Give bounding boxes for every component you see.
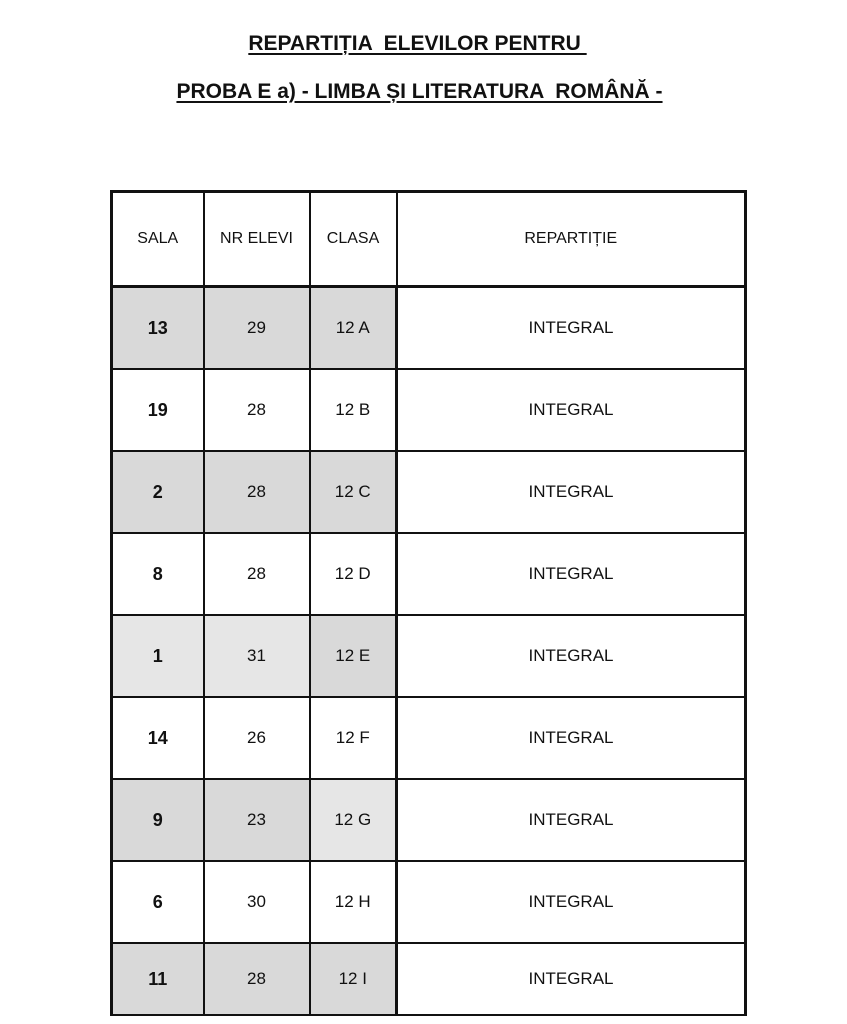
column-header-repartitie: REPARTIȚIE — [397, 192, 746, 287]
cell-nr-elevi: 28 — [204, 451, 310, 533]
cell-clasa: 12 E — [310, 615, 397, 697]
table-row — [112, 287, 746, 370]
cell-sala: 1 — [112, 615, 204, 697]
table-row — [112, 615, 746, 697]
document-title-line-1: REPARTIȚIA ELEVILOR PENTRU — [248, 32, 587, 55]
cell-clasa: 12 I — [310, 943, 397, 1015]
cell-repartitie: INTEGRAL — [397, 451, 746, 533]
cell-nr-elevi: 31 — [204, 615, 310, 697]
table-header-row — [112, 192, 746, 287]
cell-clasa: 12 G — [310, 779, 397, 861]
table-row — [112, 369, 746, 451]
cell-clasa: 12 D — [310, 533, 397, 615]
cell-nr-elevi: 29 — [204, 287, 310, 370]
table-row — [112, 779, 746, 861]
cell-repartitie: INTEGRAL — [397, 287, 746, 370]
cell-repartitie: INTEGRAL — [397, 615, 746, 697]
cell-repartitie: INTEGRAL — [397, 533, 746, 615]
table-body — [112, 287, 746, 1016]
cell-nr-elevi: 30 — [204, 861, 310, 943]
document-title-line-2: PROBA E a) - LIMBA ȘI LITERATURA ROMÂNĂ - — [176, 80, 663, 103]
cell-nr-elevi: 28 — [204, 533, 310, 615]
cell-sala: 6 — [112, 861, 204, 943]
table-row — [112, 943, 746, 1015]
cell-sala: 9 — [112, 779, 204, 861]
cell-nr-elevi: 23 — [204, 779, 310, 861]
cell-clasa: 12 F — [310, 697, 397, 779]
cell-nr-elevi: 26 — [204, 697, 310, 779]
cell-repartitie: INTEGRAL — [397, 779, 746, 861]
cell-nr-elevi: 28 — [204, 369, 310, 451]
cell-repartitie: INTEGRAL — [397, 861, 746, 943]
cell-repartitie: INTEGRAL — [397, 369, 746, 451]
cell-sala: 14 — [112, 697, 204, 779]
table-row — [112, 451, 746, 533]
cell-sala: 11 — [112, 943, 204, 1015]
cell-clasa: 12 A — [310, 287, 397, 370]
room-allocation-table — [110, 190, 747, 1016]
cell-sala: 8 — [112, 533, 204, 615]
cell-clasa: 12 H — [310, 861, 397, 943]
column-header-nr-elevi: NR ELEVI — [204, 192, 310, 287]
cell-clasa: 12 B — [310, 369, 397, 451]
table-row — [112, 533, 746, 615]
cell-sala: 19 — [112, 369, 204, 451]
cell-nr-elevi: 28 — [204, 943, 310, 1015]
column-header-sala: SALA — [112, 192, 204, 287]
cell-sala: 2 — [112, 451, 204, 533]
cell-repartitie: INTEGRAL — [397, 697, 746, 779]
cell-repartitie: INTEGRAL — [397, 943, 746, 1015]
cell-sala: 13 — [112, 287, 204, 370]
table-row — [112, 697, 746, 779]
cell-clasa: 12 C — [310, 451, 397, 533]
table-row — [112, 861, 746, 943]
column-header-clasa: CLASA — [310, 192, 397, 287]
